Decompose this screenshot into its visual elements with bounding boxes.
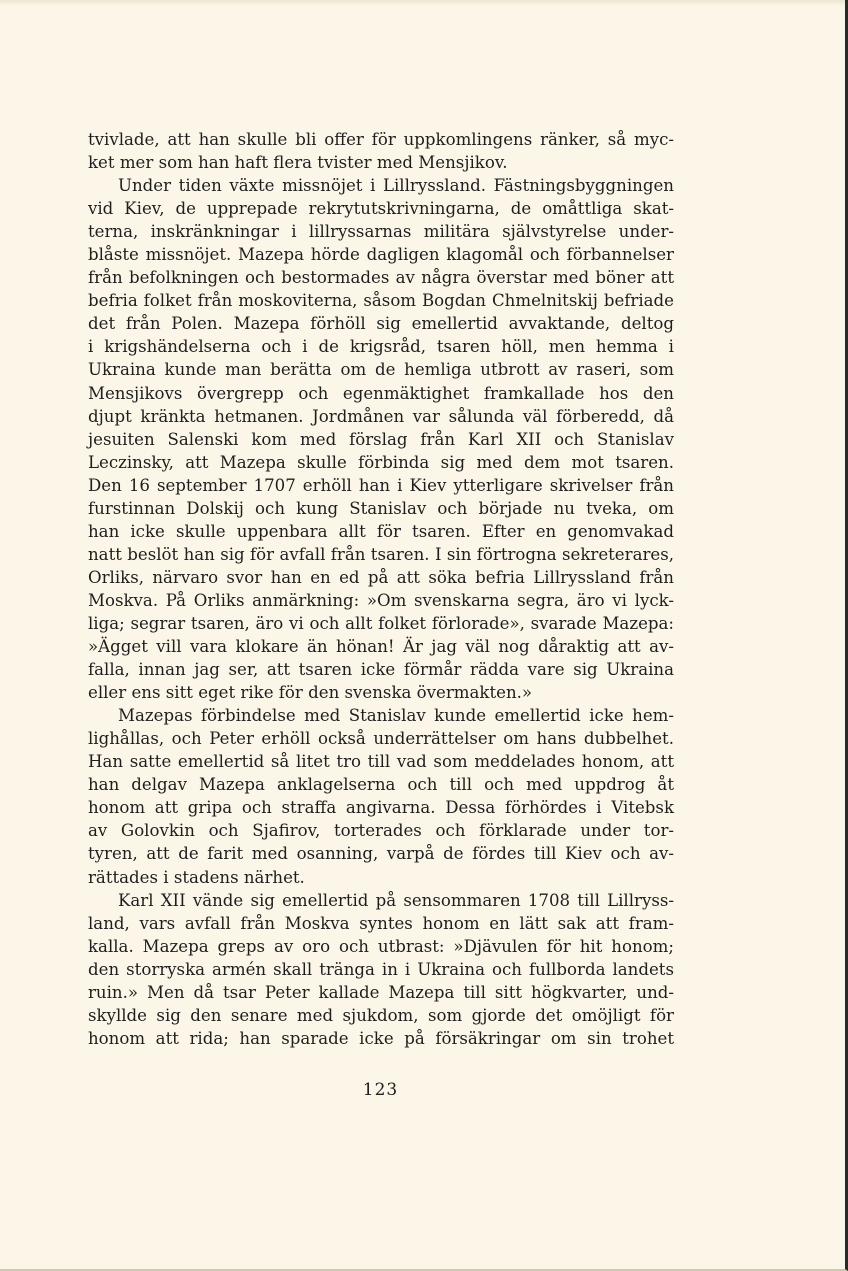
text-line: djupt kränkta hetmanen. Jordmånen var sålunda väl förberedd, då	[88, 406, 674, 426]
text-line: land, vars avfall från Moskva syntes honom en lätt sak att fram-	[88, 913, 674, 933]
text-line: från befolkningen och bestormades av några överstar med böner att	[88, 268, 674, 288]
text-line: ket mer som han haft flera tvister med Mensjikov.	[88, 153, 508, 173]
text-line: lighållas, och Peter erhöll också underrättelser om hans dubbelhet.	[88, 729, 674, 749]
text-line: Moskva. På Orliks anmärkning: »Om svenskarna segra, äro vi lyck-	[88, 590, 674, 610]
text-line: Under tiden växte missnöjet i Lillryssland. Fästningsbyggningen	[118, 176, 674, 196]
text-line: tyren, att de farit med osanning, varpå de fördes till Kiev och av-	[88, 844, 674, 864]
text-line: Den 16 september 1707 erhöll han i Kiev ytterligare skrivelser från	[88, 475, 674, 495]
text-line: Han satte emellertid så litet tro till vad som meddelades honom, att	[88, 752, 674, 772]
text-line: Mensjikovs övergrepp och egenmäktighet framkallade hos den	[88, 383, 674, 403]
body-text	[88, 128, 674, 1050]
text-line: jesuiten Salenski kom med förslag från Karl XII och Stanislav	[88, 429, 674, 449]
text-line: i krigshändelserna och i de krigsråd, tsaren höll, men hemma i	[88, 337, 674, 357]
text-line: furstinnan Dolskij och kung Stanislav och började nu tveka, om	[88, 498, 674, 518]
text-line: det från Polen. Mazepa förhöll sig emellertid avvaktande, deltog	[88, 314, 674, 334]
text-line: Karl XII vände sig emellertid på sensommaren 1708 till Lillryss-	[118, 890, 674, 910]
text-line: den storryska armén skall tränga in i Ukraina och fullborda landets	[88, 959, 674, 979]
text-line: befria folket från moskoviterna, såsom Bogdan Chmelnitskij befriade	[88, 291, 674, 311]
text-line: »Ägget vill vara klokare än hönan! Är jag väl nog dåraktig att av-	[88, 637, 674, 657]
text-line: kalla. Mazepa greps av oro och utbrast: »Djävulen för hit honom;	[88, 936, 674, 956]
text-line: honom att rida; han sparade icke på försäkringar om sin trohet	[88, 1028, 674, 1048]
text-line: liga; segrar tsaren, äro vi och allt folket förlorade», svarade Mazepa:	[88, 613, 674, 633]
text-line: han delgav Mazepa anklagelserna och till och med uppdrog åt	[88, 775, 674, 795]
text-line: eller ens sitt eget rike för den svenska övermakten.»	[88, 683, 533, 703]
text-line: blåste missnöjet. Mazepa hörde dagligen klagomål och förbannelser	[88, 245, 674, 265]
text-line: han icke skulle uppenbara allt för tsaren. Efter en genomvakad	[88, 521, 674, 541]
text-line: falla, innan jag ser, att tsaren icke förmår rädda vare sig Ukraina	[88, 660, 674, 680]
text-line: Ukraina kunde man berätta om de hemliga utbrott av raseri, som	[88, 360, 674, 380]
text-line: rättades i stadens närhet.	[88, 867, 305, 887]
text-line: vid Kiev, de upprepade rekrytutskrivningarna, de omåttliga skat-	[88, 199, 674, 219]
text-line: av Golovkin och Sjafirov, torterades och förklarade under tor-	[88, 821, 674, 841]
text-line: Leczinsky, att Mazepa skulle förbinda sig med dem mot tsaren.	[88, 452, 674, 472]
text-line: tvivlade, att han skulle bli offer för uppkomlingens ränker, så myc-	[88, 130, 674, 149]
text-line: ruin.» Men då tsar Peter kallade Mazepa till sitt högkvarter, und-	[88, 982, 674, 1002]
text-line: Mazepas förbindelse med Stanislav kunde emellertid icke hem-	[118, 706, 674, 726]
text-line: natt beslöt han sig för avfall från tsaren. I sin förtrogna sekreterares,	[88, 544, 674, 564]
text-line: Orliks, närvaro svor han en ed på att söka befria Lillryssland från	[88, 567, 674, 587]
text-line: terna, inskränkningar i lillryssarnas militära självstyrelse under-	[88, 222, 674, 242]
text-line: skyllde sig den senare med sjukdom, som gjorde det omöjligt för	[88, 1005, 674, 1025]
text-line: honom att gripa och straffa angivarna. Dessa förhördes i Vitebsk	[88, 798, 674, 818]
page-number: 123	[362, 1080, 399, 1100]
